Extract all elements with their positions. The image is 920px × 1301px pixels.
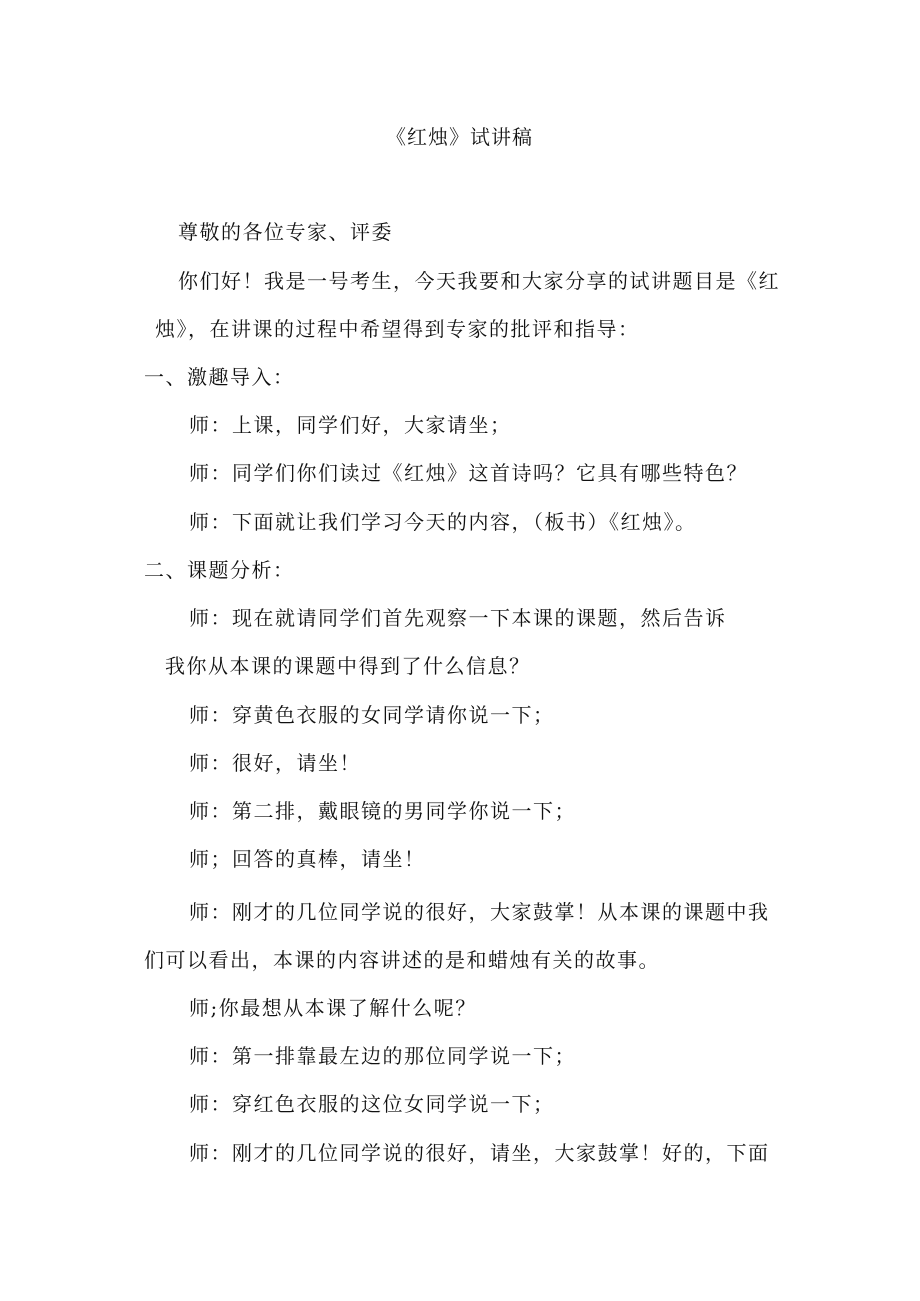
intro-line-2: 烛》，在讲课的过程中希望得到专家的批评和指导： <box>155 317 640 341</box>
dialogue-line: 师：同学们你们读过《红烛》这首诗吗？它具有哪些特色？ <box>189 461 748 485</box>
section-heading-1: 一、激趣导入： <box>144 365 295 389</box>
dialogue-line: 师：下面就让我们学习今天的内容，（板书）《红烛》。 <box>189 510 697 534</box>
dialogue-line: 师;你最想从本课了解什么呢？ <box>189 996 477 1020</box>
greeting-line: 尊敬的各位专家、评委 <box>178 220 393 244</box>
dialogue-line-continued: 们可以看出，本课的内容讲述的是和蜡烛有关的故事。 <box>144 948 660 972</box>
dialogue-line: 师：现在就请同学们首先观察一下本课的课题，然后告诉 <box>189 606 727 630</box>
dialogue-line: 师：上课，同学们好，大家请坐； <box>189 413 512 437</box>
dialogue-line-continued: 我你从本课的课题中得到了什么信息？ <box>165 654 531 678</box>
document-title: 《红烛》试讲稿 <box>386 125 533 149</box>
intro-line-1: 你们好！我是一号考生，今天我要和大家分享的试讲题目是《红 <box>178 269 780 293</box>
dialogue-line: 师；回答的真棒，请坐！ <box>189 847 426 871</box>
dialogue-line: 师：刚才的几位同学说的很好，请坐，大家鼓掌！好的，下面 <box>189 1141 770 1165</box>
dialogue-line: 师：穿红色衣服的这位女同学说一下； <box>189 1092 555 1116</box>
dialogue-line: 师：穿黄色衣服的女同学请你说一下； <box>189 703 555 727</box>
dialogue-line: 师：第二排，戴眼镜的男同学你说一下； <box>189 799 576 823</box>
section-heading-2: 二、课题分析： <box>144 558 295 582</box>
dialogue-line: 师：第一排靠最左边的那位同学说一下； <box>189 1044 576 1068</box>
dialogue-line: 师：很好，请坐！ <box>189 751 361 775</box>
dialogue-line: 师：刚才的几位同学说的很好，大家鼓掌！从本课的课题中我 <box>189 900 770 924</box>
